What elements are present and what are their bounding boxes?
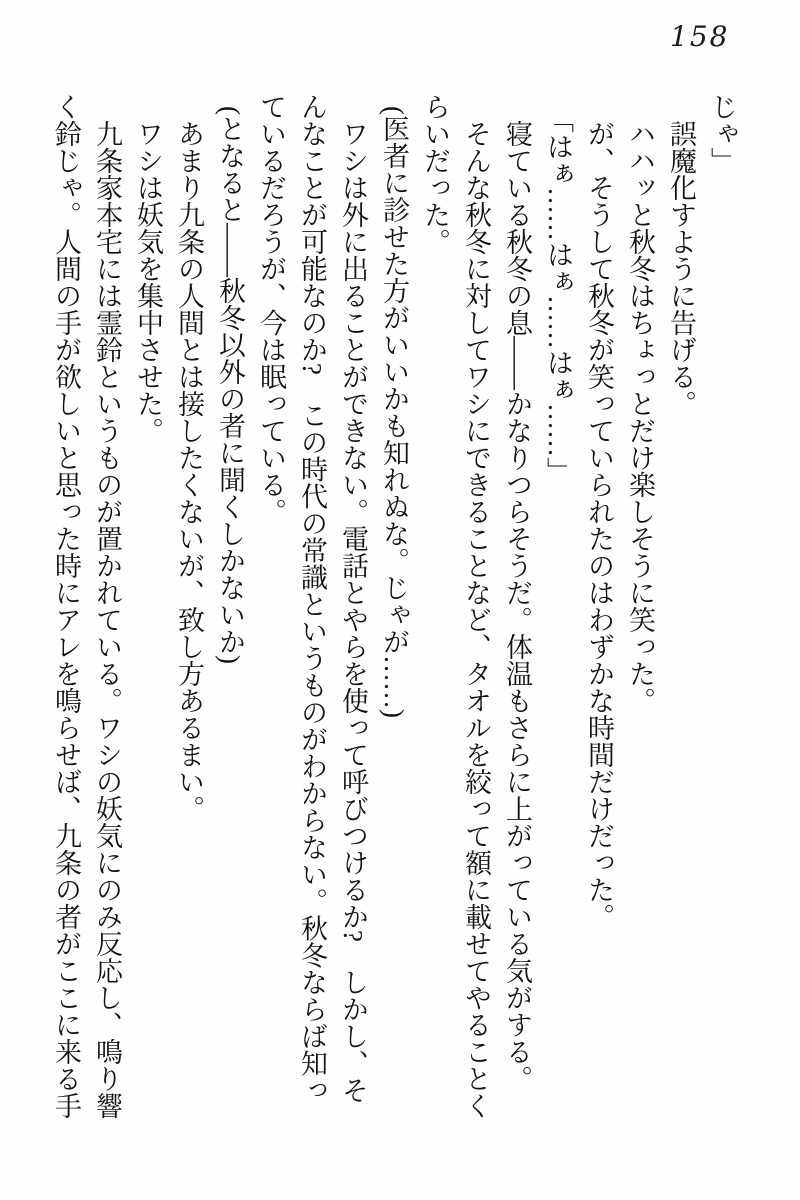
text-column-11: んなことが可能なのか? この時代の常識というものがわからない。秋冬ならば知っ [297, 93, 327, 1104]
text-column-7: そんな秋冬に対してワシにできることなど、タオルを絞って額に載せてやることく [461, 120, 491, 1119]
text-column-14: あまり九条の人間とは接したくないが、致し方あるまい。 [174, 120, 204, 822]
text-column-17: く鈴じゃ。人間の手が欲しいと思った時にアレを鳴らせば、九条の者がここに来る手 [51, 93, 81, 1119]
text-column-15: ワシは妖気を集中させた。 [133, 120, 163, 444]
text-column-2: 誤魔化すように告げる。 [666, 120, 696, 417]
text-column-1: じゃ」 [707, 93, 737, 174]
text-column-3: ハハッと秋冬はちょっとだけ楽しそうに笑った。 [625, 120, 655, 714]
text-column-8: らいだった。 [420, 93, 450, 255]
text-column-4: が、そうして秋冬が笑っていられたのはわずかな時間だけだった。 [584, 120, 614, 930]
text-column-10: ワシは外に出ることができない。電話とやらを使って呼びつけるか? しかし、そ [338, 120, 368, 1104]
text-column-13: (となると――秋冬以外の者に聞くしかないか) [215, 106, 245, 664]
text-column-12: ているだろうが、今は眠っている。 [256, 93, 286, 525]
page-number: 158 [670, 20, 730, 53]
text-column-6: 寝ている秋冬の息――かなりつらそうだ。体温もさらに上がっている気がする。 [502, 120, 532, 1092]
text-column-5: 「はぁ……はぁ……はぁ……」 [543, 106, 573, 484]
vertical-text-block [40, 93, 742, 1138]
text-column-16: 九条家本宅には霊鈴というものが置かれている。ワシの妖気にのみ反応し、鳴り響 [92, 120, 122, 1119]
text-column-9: (医者に診せた方がいいかも知れぬな。じゃが……) [379, 106, 409, 718]
